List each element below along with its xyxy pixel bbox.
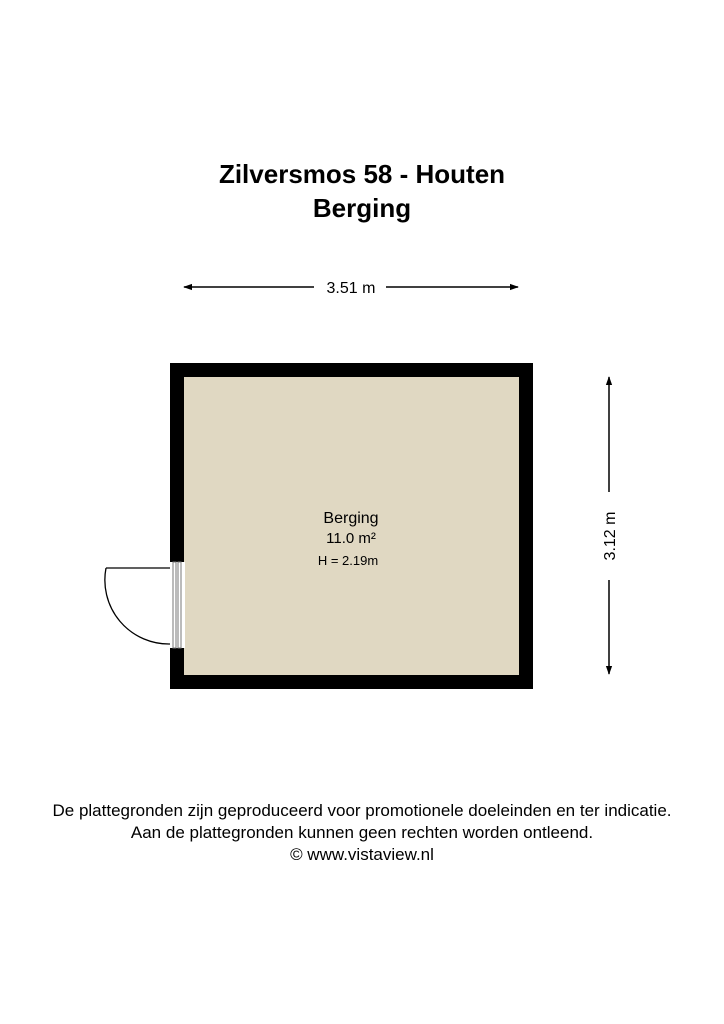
- copyright-line: © www.vistaview.nl: [290, 845, 434, 864]
- plan-address-title: Zilversmos 58 - Houten: [218, 159, 506, 189]
- door-swing-arc: [105, 568, 170, 644]
- plan-subtitle: Berging: [312, 193, 412, 223]
- width-label: 3.51 m: [326, 280, 376, 297]
- disclaimer-line-1: De plattegronden zijn geproduceerd voor promotionele doeleinden en ter indicatie.: [52, 801, 672, 820]
- door-opening: [169, 562, 185, 648]
- height-label: 3.12 m: [602, 511, 619, 561]
- width-dimension: [184, 280, 518, 297]
- room-name-label: Berging: [323, 510, 379, 527]
- room-height-label: H = 2.19m: [317, 553, 379, 568]
- room-area-label: 11.0 m²: [326, 530, 376, 547]
- disclaimer-line-2: Aan de plattegronden kunnen geen rechten worden ontleend.: [130, 823, 594, 842]
- door: [105, 562, 185, 648]
- height-dimension: [602, 377, 619, 674]
